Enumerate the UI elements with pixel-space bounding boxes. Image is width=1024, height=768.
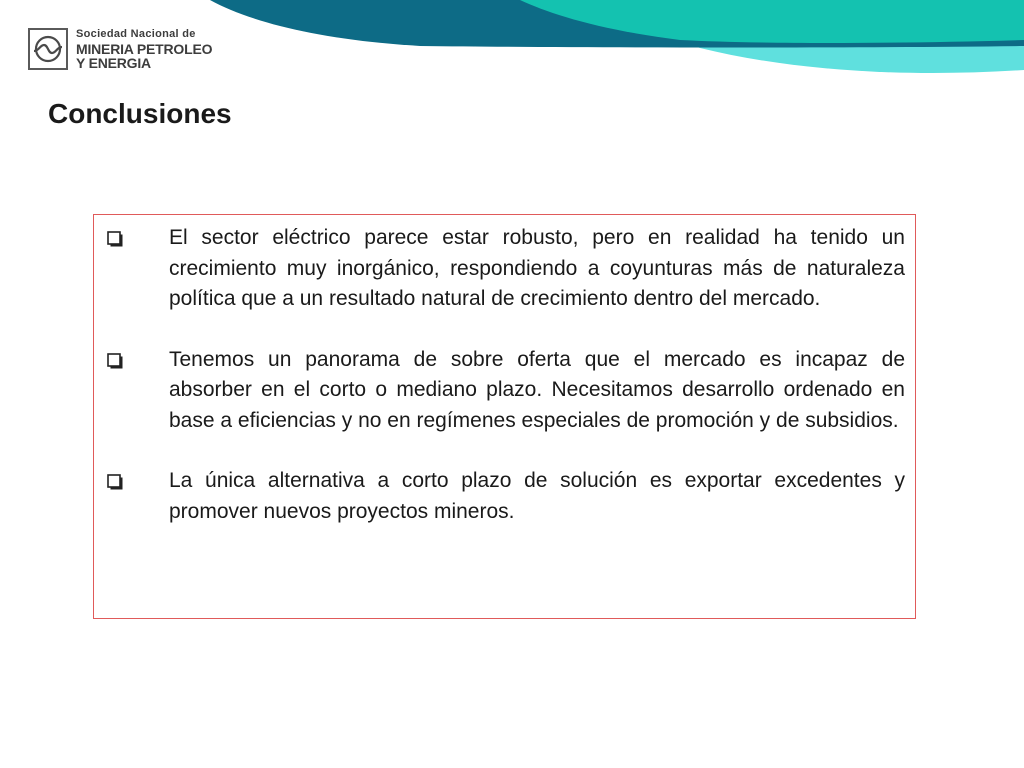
checkbox-bullet-icon <box>107 353 129 367</box>
list-item <box>104 345 905 437</box>
slide-title: Conclusiones <box>48 98 232 129</box>
conclusions-list <box>104 223 905 527</box>
list-item <box>104 466 905 527</box>
logo-emblem-icon <box>28 28 68 70</box>
logo-line-1: Sociedad Nacional de <box>76 27 196 40</box>
logo-line-2: MINERIA PETROLEO <box>76 40 213 57</box>
checkbox-bullet-icon <box>107 474 129 488</box>
list-item <box>104 223 905 315</box>
bullet-text: Tenemos un panorama de sobre oferta que el mercado es incapaz de absorber en el corto o mediano plazo. Necesitamos desarrollo ordenado en base a eficiencias y no en regímenes especiales de promoción y de subsidios. <box>169 347 905 432</box>
bullet-text: El sector eléctrico parece estar robusto, pero en realidad ha tenido un crecimiento muy inorgánico, respondiendo a coyunturas más de naturaleza política que a un resultado natural de crecimiento dentro del mercado. <box>169 226 905 310</box>
bullet-text: La única alternativa a corto plazo de solución es exportar excedentes y promover nuevos proyectos mineros. <box>169 469 905 523</box>
organization-logo <box>28 28 212 70</box>
logo-line-3: Y ENERGIA <box>76 54 151 71</box>
conclusions-box <box>93 214 916 619</box>
checkbox-bullet-icon <box>107 231 129 245</box>
logo-text <box>76 29 212 70</box>
